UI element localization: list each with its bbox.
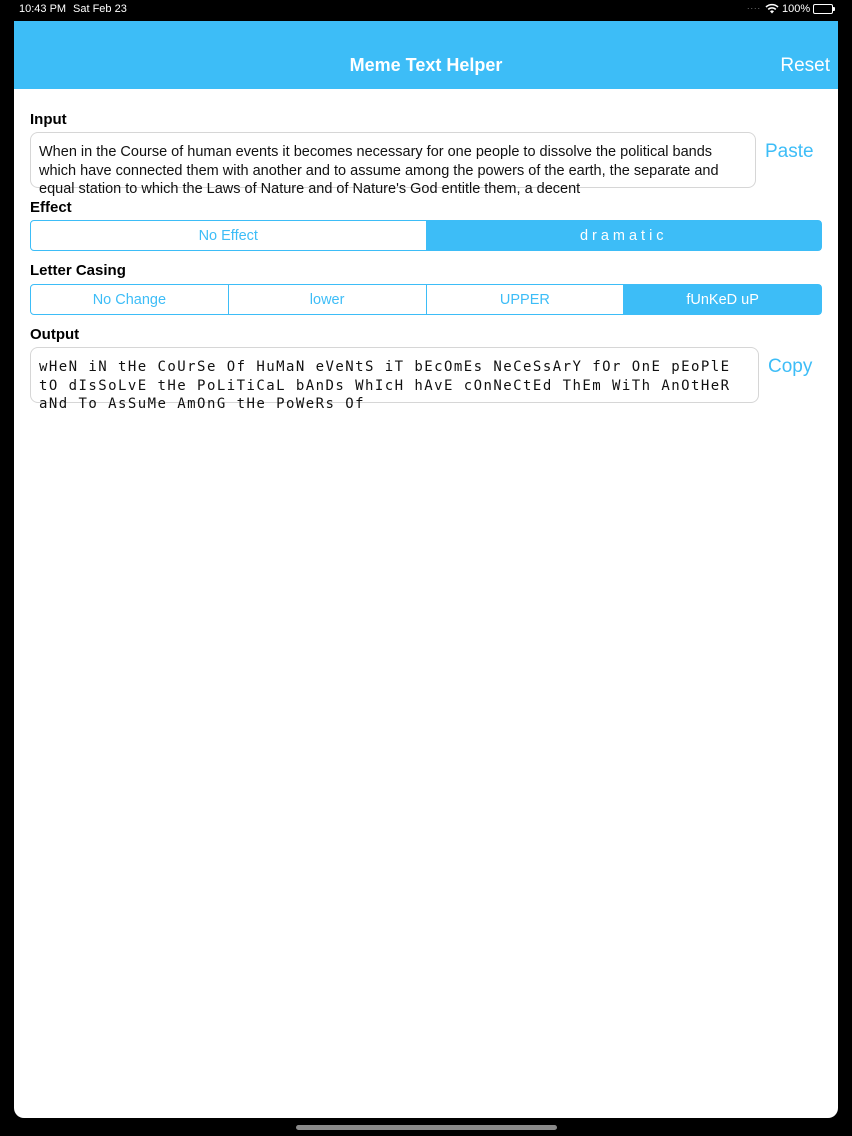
paste-button[interactable]: Paste: [765, 141, 814, 162]
effect-label: Effect: [30, 199, 72, 216]
status-time: 10:43 PM: [19, 3, 67, 15]
input-label: Input: [30, 111, 67, 128]
status-date: Sat Feb 23: [73, 3, 127, 15]
output-textarea[interactable]: wHeN iN tHe CoUrSe Of HuMaN eVeNtS iT bEcOmEs NeCeSsArY fOr OnE pEoPlE tO dIsSoLvE tHe PoLiTiCaL bAnDs WhIcH hAvE cOnNeCtEd ThEm WiTh AnOtHeR aNd To AsSuMe AmOnG tHe PoWeRs Of: [30, 347, 759, 403]
effect-segment-dramatic[interactable]: dramatic: [427, 221, 822, 250]
copy-button[interactable]: Copy: [768, 356, 813, 377]
status-bar: [0, 0, 852, 18]
battery-percentage: 100%: [782, 3, 811, 15]
input-textarea[interactable]: When in the Course of human events it becomes necessary for one people to dissolve the political bands which have connected them with another and to assume among the powers of the earth, the separate and equal station to which the Laws of Nature and of Nature's God entitle them, a decent: [30, 132, 756, 188]
letter-casing-segmented-control: [30, 284, 822, 315]
casing-segment-no-change[interactable]: No Change: [31, 285, 229, 314]
wifi-icon: [765, 3, 779, 14]
cellular-signal-icon: ....: [747, 1, 762, 11]
output-label: Output: [30, 326, 80, 343]
navigation-bar: [14, 21, 838, 89]
casing-segment-funked-up[interactable]: fUnKeD uP: [624, 285, 821, 314]
battery-icon: [813, 4, 833, 14]
casing-segment-upper[interactable]: UPPER: [427, 285, 625, 314]
effect-segment-no-effect[interactable]: No Effect: [31, 221, 427, 250]
letter-casing-label: Letter Casing: [30, 262, 126, 279]
casing-segment-lower[interactable]: lower: [229, 285, 427, 314]
home-indicator[interactable]: [296, 1125, 557, 1130]
app-sheet: [14, 21, 838, 1118]
page-title: Meme Text Helper: [349, 55, 503, 75]
reset-button[interactable]: Reset: [780, 55, 830, 76]
effect-segmented-control: [30, 220, 822, 251]
